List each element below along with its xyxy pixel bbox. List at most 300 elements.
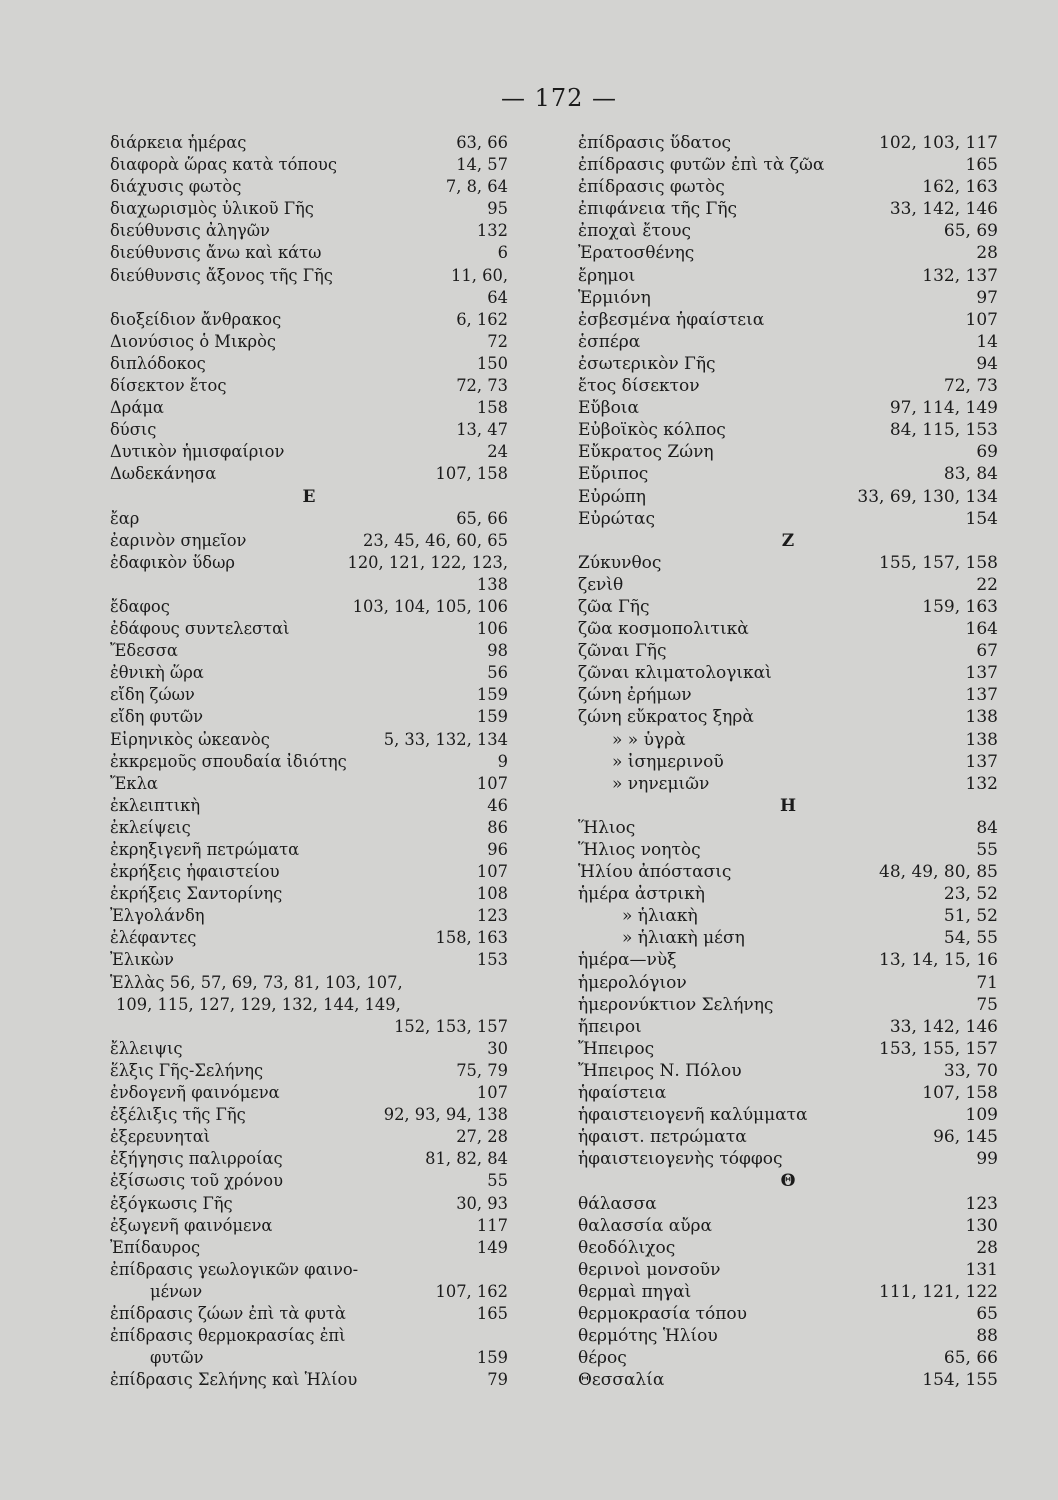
index-entry-pages: 107, 162 xyxy=(435,1281,508,1301)
index-entry xyxy=(578,706,998,728)
index-entry-term: ἐξόγκωσις Γῆς xyxy=(110,1193,233,1213)
index-entry-term: εἴδη ζώων xyxy=(110,685,195,705)
index-entry-pages: 158 xyxy=(476,398,508,418)
index-entry-term: ἐσωτερικὸν Γῆς xyxy=(578,353,716,374)
index-entry-pages: 96, 145 xyxy=(933,1127,998,1148)
index-entry-pages: 162, 163 xyxy=(922,177,998,198)
index-entry-term: ἐπίδρασις ζώων ἐπὶ τὰ φυτὰ xyxy=(110,1303,346,1323)
index-entry xyxy=(578,397,998,419)
index-entry-pages: 159 xyxy=(476,1348,508,1368)
index-entry-term: ἐδάφους συντελεσταὶ xyxy=(110,619,290,639)
index-entry-pages: 138 xyxy=(965,729,998,750)
index-entry-pages: 158, 163 xyxy=(435,928,508,948)
index-entry xyxy=(578,419,998,441)
index-entry-term: θαλασσία αὔρα xyxy=(578,1215,713,1236)
index-entry-pages: 131 xyxy=(965,1259,998,1280)
index-entry-pages: 98 xyxy=(487,641,508,661)
index-entry-pages: 137 xyxy=(965,751,998,772)
index-entry-term: διάρκεια ἡμέρας xyxy=(110,133,247,152)
index-entry-pages: 65 xyxy=(976,1303,998,1324)
index-entry xyxy=(110,684,508,706)
index-entry-pages: 22 xyxy=(976,574,998,595)
index-entry-term: ζενὶθ xyxy=(578,574,624,595)
index-entry-line: 152, 153, 157 xyxy=(394,1016,508,1036)
index-entry xyxy=(578,640,998,662)
index-entry xyxy=(110,309,508,331)
index-entry-pages: 165 xyxy=(476,1303,508,1323)
index-entry-term: Δράμα xyxy=(110,398,164,418)
index-entry xyxy=(578,684,998,706)
index-entry-term: διαχωρισμὸς ὑλικοῦ Γῆς xyxy=(110,199,314,219)
index-entry-term: ἡμερολόγιον xyxy=(578,972,687,993)
index-entry-term: ἐξωγενῆ φαινόμενα xyxy=(110,1215,273,1235)
index-entry-pages: 27, 28 xyxy=(456,1127,508,1147)
index-entry-pages: 86 xyxy=(487,817,508,837)
index-entry xyxy=(578,927,998,949)
index-entry-pages: 63, 66 xyxy=(456,133,508,152)
index-entry-pages: 92, 93, 94, 138 xyxy=(383,1105,508,1125)
index-entry-pages: 9 xyxy=(497,751,508,771)
index-entry-term: ἐλέφαντες xyxy=(110,928,197,948)
index-entry xyxy=(110,154,508,176)
index-entry-pages: 30 xyxy=(487,1038,508,1058)
index-entry-pages: 83, 84 xyxy=(943,464,998,485)
index-entry xyxy=(578,309,998,331)
page-number: — 172 — xyxy=(500,84,618,112)
index-entry-term: » ἰσημερινοῦ xyxy=(612,751,724,772)
index-entry xyxy=(578,618,998,640)
index-entry-pages: 5, 33, 132, 134 xyxy=(383,729,508,749)
index-entry-term: διοξείδιον ἄνθρακος xyxy=(110,309,282,329)
index-entry-pages: 107 xyxy=(476,862,508,882)
section-letter-heading: Ε xyxy=(302,486,316,507)
index-entry xyxy=(578,265,998,287)
index-entry-pages: 102, 103, 117 xyxy=(879,133,998,153)
index-entry-term: ἡφαιστειογενῆ καλύμματα xyxy=(578,1105,808,1126)
index-entry-pages: 56 xyxy=(487,663,508,683)
section-letter-heading: Θ xyxy=(780,1171,796,1192)
index-entry-pages: 103, 104, 105, 106 xyxy=(352,596,508,616)
index-entry xyxy=(578,1104,998,1126)
index-entry xyxy=(578,1148,998,1170)
index-entry-pages: 132, 137 xyxy=(922,265,998,286)
index-entry xyxy=(110,1060,508,1082)
index-entry-pages: 138 xyxy=(965,707,998,728)
index-entry xyxy=(578,574,998,596)
index-entry-pages: 155, 157, 158 xyxy=(879,552,998,573)
index-entry-pages: 107, 158 xyxy=(435,464,508,484)
index-entry-term: Εὔκρατος Ζώνη xyxy=(578,442,714,463)
index-entry-term: ἐκρηξιγενῆ πετρώματα xyxy=(110,840,300,859)
index-entry-term: ἐπίδρασις φωτὸς xyxy=(578,177,725,198)
index-entry-term: ἐκκρεμοῦς σπουδαία ἰδιότης xyxy=(110,751,347,771)
index-entry-pages: 109 xyxy=(965,1105,998,1126)
index-entry-term: ἑσπέρα xyxy=(578,331,641,352)
index-entry xyxy=(110,176,508,198)
index-entry xyxy=(110,1170,508,1192)
index-entry xyxy=(110,1126,508,1148)
index-entry-term: θάλασσα xyxy=(578,1193,657,1214)
index-entry-term: ζῶναι κλιματολογικαὶ xyxy=(578,663,772,684)
index-entry-term: διάχυσις φωτὸς xyxy=(110,177,242,197)
index-entry-term: ἐκλειπτικὴ xyxy=(110,795,201,815)
index-entry-pages-cont: 138 xyxy=(476,574,508,594)
index-entry-term: ἐπίδρασις θερμοκρασίας ἐπὶ xyxy=(110,1326,346,1346)
index-entry xyxy=(110,1303,508,1325)
index-entry-term: » νηνεμιῶν xyxy=(612,773,710,794)
index-entry-pages: 153, 155, 157 xyxy=(879,1038,998,1059)
index-entry-term: ἡφαίστεια xyxy=(578,1083,667,1104)
index-entry-pages: 154 xyxy=(965,508,998,529)
index-entry-term: Ἐπίδαυρος xyxy=(110,1237,201,1257)
index-entry xyxy=(578,751,998,773)
index-entry-term: Δωδεκάνησα xyxy=(110,464,217,484)
index-entry xyxy=(110,1259,508,1303)
index-entry-pages: 149 xyxy=(476,1237,508,1257)
index-entry xyxy=(110,795,508,817)
index-entry-term: Ἡλίου ἀπόστασις xyxy=(578,862,732,883)
index-entry xyxy=(578,1281,998,1303)
index-entry-term: διεύθυνσις ἀληγῶν xyxy=(110,221,270,241)
index-entry-first-line xyxy=(110,552,508,574)
index-entry-term: διεύθυνσις ἄξονος τῆς Γῆς xyxy=(110,265,333,285)
index-entry-pages: 81, 82, 84 xyxy=(425,1149,508,1169)
index-entry xyxy=(110,132,508,154)
index-entry xyxy=(578,883,998,905)
index-entry xyxy=(578,463,998,485)
index-entry-term: ἐξέλιξις τῆς Γῆς xyxy=(110,1105,246,1125)
index-entry xyxy=(110,353,508,375)
index-entry-term: Ἔκλα xyxy=(110,773,158,793)
index-entry xyxy=(110,508,508,530)
index-entry-pages: 48, 49, 80, 85 xyxy=(879,862,998,883)
index-entry-pages: 28 xyxy=(976,243,998,264)
index-entry xyxy=(578,1193,998,1215)
index-entry-pages: 108 xyxy=(476,884,508,904)
index-entry-pages: 150 xyxy=(476,353,508,373)
index-entry-pages: 33, 70 xyxy=(943,1060,998,1081)
index-entry-term: θερινοὶ μονσοῦν xyxy=(578,1259,721,1280)
index-entry-pages: 6, 162 xyxy=(456,309,508,329)
index-entry-term: ἐθνικὴ ὥρα xyxy=(110,663,204,683)
index-entry xyxy=(578,132,998,154)
index-entry-pages: 51, 52 xyxy=(943,906,998,927)
index-entry xyxy=(110,1082,508,1104)
index-entry-term: ἡφαιστ. πετρώματα xyxy=(578,1127,747,1148)
index-entry-term: Εὐρώτας xyxy=(578,508,656,529)
index-entry-term-cont: μένων xyxy=(150,1281,203,1301)
index-entry xyxy=(110,949,508,971)
index-entry-term: ζώνη εὔκρατος ξηρὰ xyxy=(578,707,754,728)
index-entry xyxy=(110,972,508,1038)
index-entry xyxy=(110,419,508,441)
index-entry-pages: 23, 52 xyxy=(943,884,998,905)
index-entry xyxy=(110,198,508,220)
index-entry-pages: 33, 142, 146 xyxy=(889,1016,998,1037)
index-entry-pages: 6 xyxy=(497,243,508,263)
index-entry-term: ἔαρ xyxy=(110,508,140,528)
index-entry xyxy=(110,883,508,905)
index-entry-pages: 55 xyxy=(976,840,998,860)
index-entry-term: ἐποχαὶ ἔτους xyxy=(578,221,691,242)
index-entry-term: ἕλξις Γῆς-Σελήνης xyxy=(110,1060,264,1080)
section-letter-heading: Ζ xyxy=(781,530,795,551)
index-entry-term: ζῶναι Γῆς xyxy=(578,641,667,662)
index-entry-term: ἐπίδρασις γεωλογικῶν φαινο- xyxy=(110,1259,359,1279)
index-entry-pages: 132 xyxy=(476,221,508,241)
index-entry xyxy=(578,596,998,618)
index-entry-term: Ἥλιος xyxy=(578,817,636,838)
index-entry xyxy=(578,949,998,971)
index-entry-term: διπλόδοκος xyxy=(110,353,206,373)
index-entry-term: Δυτικὸν ἡμισφαίριον xyxy=(110,442,285,462)
index-column-left xyxy=(110,132,508,1391)
index-entry-pages: 67 xyxy=(976,641,998,662)
index-entry-pages: 96 xyxy=(487,840,508,859)
index-entry-pages: 33, 142, 146 xyxy=(889,199,998,220)
index-entry xyxy=(110,463,508,485)
index-entry-term: θερμοκρασία τόπου xyxy=(578,1303,747,1324)
index-entry-term: ἔρημοι xyxy=(578,265,636,286)
index-entry-pages: 65, 69 xyxy=(943,221,998,242)
index-entry-term: » ἡλιακὴ xyxy=(622,906,698,927)
index-entry xyxy=(110,375,508,397)
index-entry xyxy=(110,817,508,839)
index-entry xyxy=(578,1325,998,1347)
index-entry xyxy=(578,662,998,684)
index-entry-term: ἔλλειψις xyxy=(110,1038,183,1058)
index-entry xyxy=(110,1237,508,1259)
index-entry xyxy=(110,861,508,883)
index-entry xyxy=(110,1215,508,1237)
index-entry-pages: 132 xyxy=(965,773,998,794)
index-entry-term: δίσεκτον ἔτος xyxy=(110,376,227,396)
index-entry-pages: 33, 69, 130, 134 xyxy=(857,486,998,507)
index-entry-pages: 164 xyxy=(965,619,998,640)
index-entry-term: ζῶα κοσμοπολιτικὰ xyxy=(578,619,749,640)
index-entry xyxy=(578,375,998,397)
index-entry xyxy=(110,751,508,773)
index-entry xyxy=(578,905,998,927)
index-entry-term: θεοδόλιχος xyxy=(578,1237,676,1258)
index-entry-pages: 137 xyxy=(965,663,998,684)
index-entry-pages: 107 xyxy=(965,309,998,330)
index-entry xyxy=(110,220,508,242)
index-entry-pages: 14, 57 xyxy=(456,155,508,175)
index-entry xyxy=(110,1369,508,1391)
index-entry-line: Ἑλλὰς 56, 57, 69, 73, 81, 103, 107, xyxy=(110,972,403,992)
index-entry xyxy=(110,1148,508,1170)
index-entry-term: ἐκρήξεις Σαντορίνης xyxy=(110,884,283,904)
index-entry xyxy=(578,1215,998,1237)
index-entry-term: Ἑρμιόνη xyxy=(578,287,651,308)
index-entry-term: ἐξερευνηταὶ xyxy=(110,1127,211,1147)
index-entry-term: ἐαρινὸν σημεῖον xyxy=(110,530,247,550)
index-entry-pages: 154, 155 xyxy=(922,1370,998,1391)
index-entry xyxy=(110,706,508,728)
index-entry-pages: 120, 121, 122, 123, xyxy=(347,552,508,572)
index-entry xyxy=(578,1082,998,1104)
index-entry xyxy=(110,927,508,949)
index-entry-term: Ἐλγολάνδη xyxy=(110,906,205,926)
index-entry-pages: 88 xyxy=(976,1326,998,1347)
index-entry-pages: 28 xyxy=(976,1237,998,1258)
index-entry xyxy=(110,773,508,795)
index-entry-term: Εὔβοια xyxy=(578,398,639,419)
index-entry xyxy=(578,508,998,530)
index-entry xyxy=(578,242,998,264)
section-letter-heading: Η xyxy=(779,795,797,816)
index-entry xyxy=(110,839,508,861)
index-entry-term: Εὐβοϊκὸς κόλπος xyxy=(578,420,726,441)
index-entry-term: Ζύκυνθος xyxy=(578,552,662,573)
index-entry xyxy=(578,972,998,994)
index-entry xyxy=(578,176,998,198)
index-entry xyxy=(578,861,998,883)
index-entry-pages: 55 xyxy=(487,1171,508,1191)
index-entry-pages: 111, 121, 122 xyxy=(879,1281,998,1302)
index-entry-term: » ἡλιακὴ μέση xyxy=(622,928,745,949)
index-entry-pages: 75, 79 xyxy=(456,1060,508,1080)
index-entry-pages: 23, 45, 46, 60, 65 xyxy=(363,530,508,550)
index-entry xyxy=(578,1259,998,1281)
index-entry-continuation xyxy=(110,1347,508,1369)
index-entry-term: » » ὑγρὰ xyxy=(612,729,686,750)
index-entry-pages: 71 xyxy=(976,972,998,993)
index-entry xyxy=(578,486,998,508)
index-entry xyxy=(110,1193,508,1215)
index-entry-term: διεύθυνσις ἄνω καὶ κάτω xyxy=(110,243,322,263)
index-entry-term: ἐπιφάνεια τῆς Γῆς xyxy=(578,199,738,220)
index-entry xyxy=(110,441,508,463)
index-entry-term: θερμότης Ἡλίου xyxy=(578,1326,718,1347)
index-entry xyxy=(578,441,998,463)
index-entry-term: δύσις xyxy=(110,420,157,440)
index-entry-term: Ἥλιος νοητὸς xyxy=(578,840,701,860)
index-entry-pages: 95 xyxy=(487,199,508,219)
index-entry xyxy=(578,1016,998,1038)
index-entry-pages: 153 xyxy=(476,950,508,970)
index-entry xyxy=(110,397,508,419)
index-entry-pages: 14 xyxy=(976,331,998,352)
index-entry-pages: 72 xyxy=(487,331,508,351)
index-entry xyxy=(110,640,508,662)
index-entry xyxy=(110,1038,508,1060)
index-entry xyxy=(578,1347,998,1369)
index-entry xyxy=(110,1325,508,1369)
index-entry-term: ἡμέρα ἀστρικὴ xyxy=(578,884,705,905)
index-entry-pages: 123 xyxy=(476,906,508,926)
index-entry-term: ἔδαφος xyxy=(110,596,170,616)
index-entry-pages: 107, 158 xyxy=(922,1083,998,1104)
index-entry-pages: 97, 114, 149 xyxy=(889,398,998,419)
index-entry-pages: 97 xyxy=(976,287,998,308)
index-entry xyxy=(110,1104,508,1126)
index-entry-pages: 79 xyxy=(487,1370,508,1390)
index-entry xyxy=(110,618,508,640)
index-entry xyxy=(578,1369,998,1391)
index-entry-pages-cont: 64 xyxy=(487,287,508,307)
index-entry xyxy=(110,729,508,751)
index-entry xyxy=(578,1038,998,1060)
index-entry-pages: 84 xyxy=(976,817,998,838)
index-entry-term: Ἐρατοσθένης xyxy=(578,243,695,264)
index-entry-pages: 13, 47 xyxy=(456,420,508,440)
index-entry-pages: 75 xyxy=(976,994,998,1015)
index-entry-term: ἐξήγησις παλιρροίας xyxy=(110,1149,283,1169)
index-entry xyxy=(578,198,998,220)
index-entry-term: εἴδη φυτῶν xyxy=(110,707,204,727)
index-entry-pages: 117 xyxy=(476,1215,508,1235)
index-entry-pages: 72, 73 xyxy=(943,376,998,397)
index-entry-term: ζώνη ἐρήμων xyxy=(578,685,692,706)
index-entry-pages: 137 xyxy=(965,685,998,706)
index-entry-term: ἐκλείψεις xyxy=(110,817,191,837)
index-entry-term: Ἐλικὼν xyxy=(110,950,174,970)
index-entry xyxy=(110,905,508,927)
index-entry-term: ἐπίδρασις ὕδατος xyxy=(578,133,732,153)
index-entry xyxy=(578,220,998,242)
index-entry-term: Εὐρώπη xyxy=(578,486,646,507)
index-entry-term: Εἰρηνικὸς ὠκεανὸς xyxy=(110,729,270,749)
index-entry-pages: 11, 60, xyxy=(451,265,508,285)
index-entry-term: ἔτος δίσεκτον xyxy=(578,376,700,397)
index-entry-term: ἐκρήξεις ἡφαιστείου xyxy=(110,862,280,882)
index-entry-pages: 69 xyxy=(976,442,998,463)
index-entry-term: ἐδαφικὸν ὕδωρ xyxy=(110,552,235,572)
index-entry-pages: 123 xyxy=(965,1193,998,1214)
index-entry-pages: 130 xyxy=(965,1215,998,1236)
index-entry-term: θερμαὶ πηγαὶ xyxy=(578,1281,692,1302)
index-entry-term: ἐνδογενῆ φαινόμενα xyxy=(110,1083,280,1103)
index-entry xyxy=(110,552,508,596)
index-entry-pages: 65, 66 xyxy=(943,1348,998,1369)
index-entry-term: θέρος xyxy=(578,1348,627,1369)
index-entry xyxy=(578,353,998,375)
index-entry-pages: 106 xyxy=(476,619,508,639)
index-entry-pages: 13, 14, 15, 16 xyxy=(879,950,998,971)
index-entry-pages: 107 xyxy=(476,773,508,793)
index-entry-pages: 84, 115, 153 xyxy=(889,420,998,441)
index-entry xyxy=(110,242,508,264)
index-entry-term-cont: φυτῶν xyxy=(150,1348,204,1368)
index-entry-term: ἤπειροι xyxy=(578,1016,642,1037)
index-entry-pages: 7, 8, 64 xyxy=(445,177,508,197)
index-entry-term: ἐσβεσμένα ἡφαίστεια xyxy=(578,309,765,330)
index-entry xyxy=(110,530,508,552)
index-entry xyxy=(578,154,998,176)
index-entry-pages: 30, 93 xyxy=(456,1193,508,1213)
index-entry-term: ζῶα Γῆς xyxy=(578,596,650,617)
index-entry-term: Ἔδεσσα xyxy=(110,641,178,661)
index-entry-line: 109, 115, 127, 129, 132, 144, 149, xyxy=(116,994,401,1014)
index-entry xyxy=(578,839,998,861)
index-entry-pages: 72, 73 xyxy=(456,376,508,396)
index-entry-term: Εὔριπος xyxy=(578,464,649,485)
index-entry-term: ἡμερονύκτιον Σελήνης xyxy=(578,994,774,1015)
index-entry-pages: 159, 163 xyxy=(922,596,998,617)
index-entry-term: ἐπίδρασις φυτῶν ἐπὶ τὰ ζῶα xyxy=(578,155,825,176)
index-entry-pages: 99 xyxy=(976,1149,998,1170)
index-entry-term: ἡμέρα—νὺξ xyxy=(578,950,677,971)
index-entry-term: ἐπίδρασις Σελήνης καὶ Ἡλίου xyxy=(110,1370,358,1390)
index-entry-pages: 94 xyxy=(976,353,998,374)
index-entry-pages: 24 xyxy=(487,442,508,462)
index-entry-first-line xyxy=(110,265,508,287)
index-entry xyxy=(110,331,508,353)
index-entry xyxy=(578,729,998,751)
index-entry-term: ἐξίσωσις τοῦ χρόνου xyxy=(110,1171,283,1191)
